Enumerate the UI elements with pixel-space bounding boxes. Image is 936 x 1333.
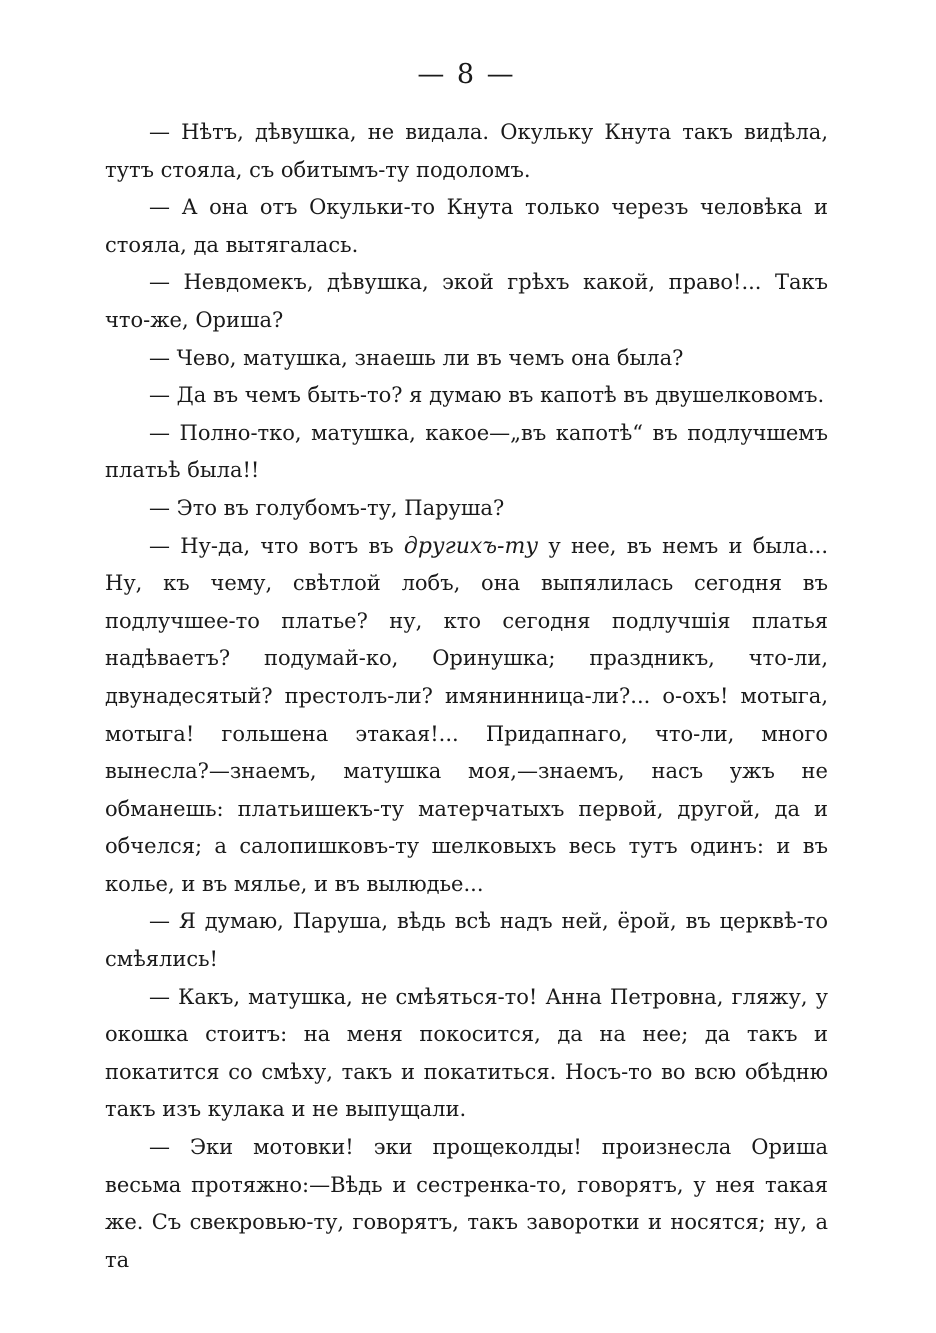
paragraph-11: — Эки мотовки! эки прощеколды! произнесла Ориша весьма протяжно:—Вѣдь и сестренка-то, говорятъ, у нея такая же. Съ свекровью-ту, говорятъ, такъ заворотки и носятся; ну, а та	[105, 1135, 828, 1272]
paragraph-8-italic: другихъ-ту	[403, 533, 539, 559]
paragraph-5: — Да въ чемъ быть-то? я думаю въ капотѣ въ двушелковомъ.	[149, 383, 825, 408]
paragraph-3: — Невдомекъ, дѣвушка, экой грѣхъ какой, право!... Такъ что-же, Ориша?	[105, 270, 828, 332]
paragraph-8-before: — Ну-да, что вотъ въ	[149, 533, 404, 558]
paragraph-4: — Чево, матушка, знаешь ли въ чемъ она была?	[149, 345, 684, 370]
paragraph-10: — Какъ, матушка, не смѣяться-то! Анна Петровна, гляжу, у окошка стоитъ: на меня покосится, да на нее; да такъ и покатится со смѣху, такъ и покатиться. Носъ-то во всю обѣдню такъ изъ кулака и не выпущали.	[105, 984, 828, 1122]
paragraph-2: — А она отъ Окульки-то Кнута только черезъ человѣка и стояла, да вытягалась.	[105, 195, 828, 257]
page-number: — 8 —	[417, 59, 516, 90]
paragraph-8	[105, 528, 828, 904]
paragraph-1: — Нѣтъ, дѣвушка, не видала. Окульку Кнута такъ видѣла, тутъ стояла, съ обитымъ-ту подоломъ.	[105, 120, 828, 182]
page-body	[105, 114, 828, 1279]
paragraph-9: — Я думаю, Паруша, вѣдь всѣ надъ ней, ёрой, въ церквѣ-то смѣялись!	[105, 909, 828, 972]
paragraph-6: — Полно-тко, матушка, какое—„въ капотѣ“ въ подлучшемъ платьѣ была!!	[105, 420, 828, 483]
paragraph-8-after: у нее, въ немъ и была... Ну, къ чему, свѣтлой лобъ, она выпялилась сегодня въ подлучшее-то платье? ну, кто сегодня подлучшія платья надѣваетъ? подумай-ко, Оринушка; праздникъ, что-ли, двунадесятый? престолъ-ли? имянинница-ли?... о-охъ! мотыга, мотыга! гольшена этакая!... Придапнаго, что-ли, много вынесла?—знаемъ, матушка моя,—знаемъ, насъ ужъ не обманешь: платьишекъ-ту матерчатыхъ первой, другой, да и обчелся; а салопишковъ-ту шелковыхъ весь тутъ одинъ: и въ колье, и въ мялье, и въ вылюдье...	[105, 533, 828, 896]
paragraph-7: — Это въ голубомъ-ту, Паруша?	[149, 495, 505, 520]
